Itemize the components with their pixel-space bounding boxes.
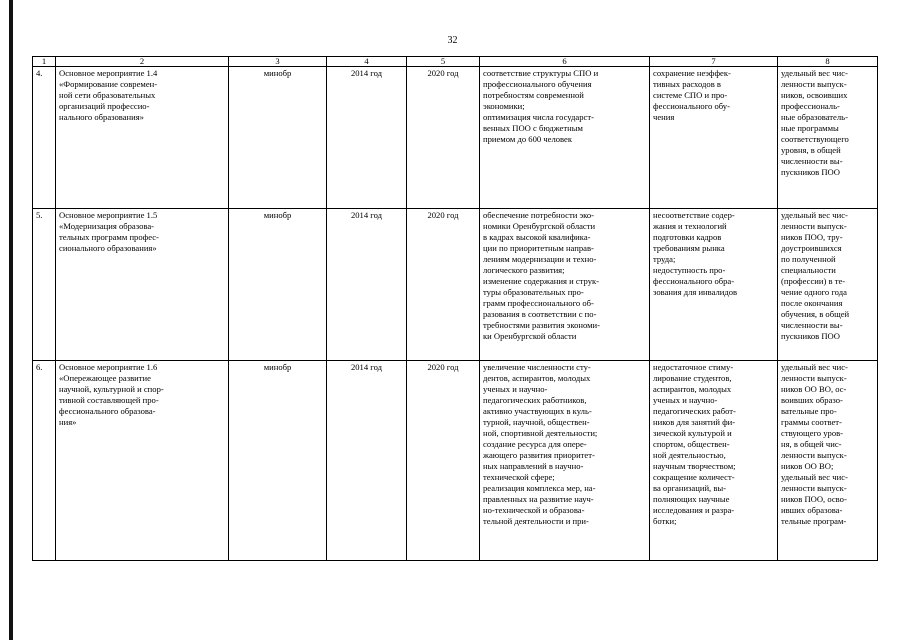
text-line: экономики; <box>483 101 525 111</box>
text-line: ников для занятий фи- <box>653 417 736 427</box>
expected-result <box>480 209 650 361</box>
executor: минобр <box>229 209 327 361</box>
text-line: численности вы- <box>781 320 843 330</box>
text-line: ленности выпуск- <box>781 373 847 383</box>
text-line: воивших образо- <box>781 395 843 405</box>
expected-result <box>480 361 650 561</box>
text-line: фессионального образова- <box>59 406 156 416</box>
page-number: 32 <box>447 35 458 46</box>
indicator <box>778 67 878 209</box>
text-line: сионального образования» <box>59 243 157 253</box>
text-line: ленности выпуск- <box>781 221 847 231</box>
text-line: ной, спортивной деятельности; <box>483 428 598 438</box>
indicator <box>778 209 878 361</box>
text-line: системе СПО и про- <box>653 90 728 100</box>
header-row <box>33 57 878 67</box>
text-line: логического развития; <box>483 265 565 275</box>
executor: минобр <box>229 361 327 561</box>
text-line: тивных расходов в <box>653 79 721 89</box>
text-line: сохранение неэффек- <box>653 68 731 78</box>
expected-result <box>480 67 650 209</box>
text-line: ивших образова- <box>781 505 843 515</box>
text-line: потребностям современной <box>483 90 584 100</box>
text-line: ников ПОО, тру- <box>781 232 843 242</box>
indicator <box>778 361 878 561</box>
text-line: недостаточное стиму- <box>653 362 734 372</box>
text-line: приемом до 600 человек <box>483 134 573 144</box>
text-line: (профессии) в те- <box>781 276 846 286</box>
text-line: профессиональ- <box>781 101 840 111</box>
end-year: 2020 год <box>407 67 480 209</box>
text-line: тельные програм- <box>781 516 847 526</box>
text-line: но-технической и образова- <box>483 505 585 515</box>
text-line: лирование студентов, <box>653 373 732 383</box>
text-line: Основное мероприятие 1.4 <box>59 68 158 78</box>
header-col-6: 6 <box>480 57 650 67</box>
text-line: зования для инвалидов <box>653 287 738 297</box>
start-year: 2014 год <box>327 67 407 209</box>
text-line: оптимизация числа государст- <box>483 112 594 122</box>
text-line: «Опережающее развитие <box>59 373 151 383</box>
text-line: ботки; <box>653 516 677 526</box>
table-row <box>33 67 878 209</box>
text-line: создание ресурса для опере- <box>483 439 587 449</box>
text-line: специальности <box>781 265 836 275</box>
row-number: 5. <box>33 209 56 361</box>
text-line: подготовки кадров <box>653 232 722 242</box>
text-line: активно участвующих в куль- <box>483 406 592 416</box>
header-col-4: 4 <box>327 57 407 67</box>
consequences <box>650 361 778 561</box>
text-line: обучения, в общей <box>781 309 850 319</box>
measures-table <box>32 56 878 561</box>
text-line: жания и технологий <box>653 221 727 231</box>
text-line: научной, культурной и спор- <box>59 384 164 394</box>
text-line: ной сети образовательных <box>59 90 156 100</box>
text-line: требованиям рынка <box>653 243 725 253</box>
text-line: сокращение количест- <box>653 472 735 482</box>
text-line: удельный вес чис- <box>781 362 848 372</box>
text-line: реализация комплекса мер, на- <box>483 483 596 493</box>
text-line: увеличение численности сту- <box>483 362 591 372</box>
text-line: тельной деятельности и при- <box>483 516 589 526</box>
measure-name <box>56 361 229 561</box>
text-line: чения <box>653 112 675 122</box>
binding-edge-bar <box>9 0 13 640</box>
text-line: граммы соответ- <box>781 417 842 427</box>
text-line: чение одного года <box>781 287 847 297</box>
executor: минобр <box>229 67 327 209</box>
text-line: доустроившихся <box>781 243 842 253</box>
text-line: ствующего уров- <box>781 428 844 438</box>
text-line: Основное мероприятие 1.5 <box>59 210 158 220</box>
text-line: ня, в общей чис- <box>781 439 842 449</box>
header-col-8: 8 <box>778 57 878 67</box>
text-line: ва организаций, вы- <box>653 483 727 493</box>
text-line: ной деятельностью, <box>653 450 726 460</box>
text-line: ленности выпуск- <box>781 483 847 493</box>
text-line: технической сфере; <box>483 472 555 482</box>
text-line: венных ПОО с бюджетным <box>483 123 583 133</box>
text-line: ки Оренбургской области <box>483 331 577 341</box>
text-line: разования в соответствии с по- <box>483 309 597 319</box>
text-line: ников, освоивших <box>781 90 848 100</box>
text-line: после окончания <box>781 298 843 308</box>
text-line: ников ПОО, осво- <box>781 494 847 504</box>
text-line: удельный вес чис- <box>781 210 848 220</box>
consequences <box>650 67 778 209</box>
measure-name <box>56 209 229 361</box>
end-year: 2020 год <box>407 209 480 361</box>
start-year: 2014 год <box>327 209 407 361</box>
text-line: организаций профессио- <box>59 101 150 111</box>
text-line: обеспечение потребности эко- <box>483 210 595 220</box>
text-line: правленных на развитие науч- <box>483 494 594 504</box>
text-line: недоступность про- <box>653 265 726 275</box>
text-line: требностями развития экономи- <box>483 320 601 330</box>
text-line: тельных программ профес- <box>59 232 159 242</box>
text-line: жающего развития приоритет- <box>483 450 595 460</box>
measure-name <box>56 67 229 209</box>
text-line: ленности выпуск- <box>781 450 847 460</box>
text-line: ния» <box>59 417 77 427</box>
text-line: туры образовательных про- <box>483 287 584 297</box>
text-line: фессионального обра- <box>653 276 735 286</box>
text-line: в кадрах высокой квалифика- <box>483 232 591 242</box>
text-line: пускников ПОО <box>781 331 840 341</box>
row-number: 4. <box>33 67 56 209</box>
header-col-3: 3 <box>229 57 327 67</box>
text-line: удельный вес чис- <box>781 68 848 78</box>
header-col-1: 1 <box>33 57 56 67</box>
text-line: численности вы- <box>781 156 843 166</box>
header-col-7: 7 <box>650 57 778 67</box>
consequences <box>650 209 778 361</box>
text-line: Основное мероприятие 1.6 <box>59 362 158 372</box>
text-line: изменение содержания и струк- <box>483 276 600 286</box>
start-year: 2014 год <box>327 361 407 561</box>
text-line: удельный вес чис- <box>781 472 848 482</box>
text-line: уровня, в общей <box>781 145 841 155</box>
text-line: полняющих научные <box>653 494 730 504</box>
text-line: лениям модернизации и техно- <box>483 254 597 264</box>
text-line: ников ОО ВО, ос- <box>781 384 847 394</box>
text-line: нального образования» <box>59 112 144 122</box>
text-line: педагогических работников, <box>483 395 587 405</box>
text-line: турной, научной, обществен- <box>483 417 590 427</box>
text-line: пускников ПОО <box>781 167 840 177</box>
text-line: ных направлений в научно- <box>483 461 584 471</box>
header-col-2: 2 <box>56 57 229 67</box>
text-line: соответствие структуры СПО и <box>483 68 599 78</box>
header-col-5: 5 <box>407 57 480 67</box>
text-line: ные образователь- <box>781 112 848 122</box>
text-line: ции по приоритетным направ- <box>483 243 594 253</box>
text-line: «Модернизация образова- <box>59 221 155 231</box>
text-line: по полученной <box>781 254 836 264</box>
table-row <box>33 361 878 561</box>
text-line: ников ОО ВО; <box>781 461 834 471</box>
text-line: профессионального обучения <box>483 79 592 89</box>
text-line: тивной составляющей про- <box>59 395 159 405</box>
text-line: дентов, аспирантов, молодых <box>483 373 591 383</box>
text-line: фессионального обу- <box>653 101 730 111</box>
text-line: ленности выпуск- <box>781 79 847 89</box>
text-line: спортом, обществен- <box>653 439 730 449</box>
text-line: «Формирование современ- <box>59 79 158 89</box>
text-line: аспирантов, молодых <box>653 384 732 394</box>
text-line: вательные про- <box>781 406 837 416</box>
text-line: соответствующего <box>781 134 849 144</box>
text-line: труда; <box>653 254 676 264</box>
table-row <box>33 209 878 361</box>
text-line: ные программы <box>781 123 839 133</box>
text-line: исследования и разра- <box>653 505 735 515</box>
row-number: 6. <box>33 361 56 561</box>
end-year: 2020 год <box>407 361 480 561</box>
text-line: научным творчеством; <box>653 461 736 471</box>
text-line: номики Оренбургской области <box>483 221 596 231</box>
text-line: зической культурой и <box>653 428 732 438</box>
text-line: ученых и научно- <box>653 395 718 405</box>
text-line: ученых и научно- <box>483 384 548 394</box>
text-line: несоответствие содер- <box>653 210 735 220</box>
text-line: грамм профессионального об- <box>483 298 594 308</box>
text-line: педагогических работ- <box>653 406 736 416</box>
